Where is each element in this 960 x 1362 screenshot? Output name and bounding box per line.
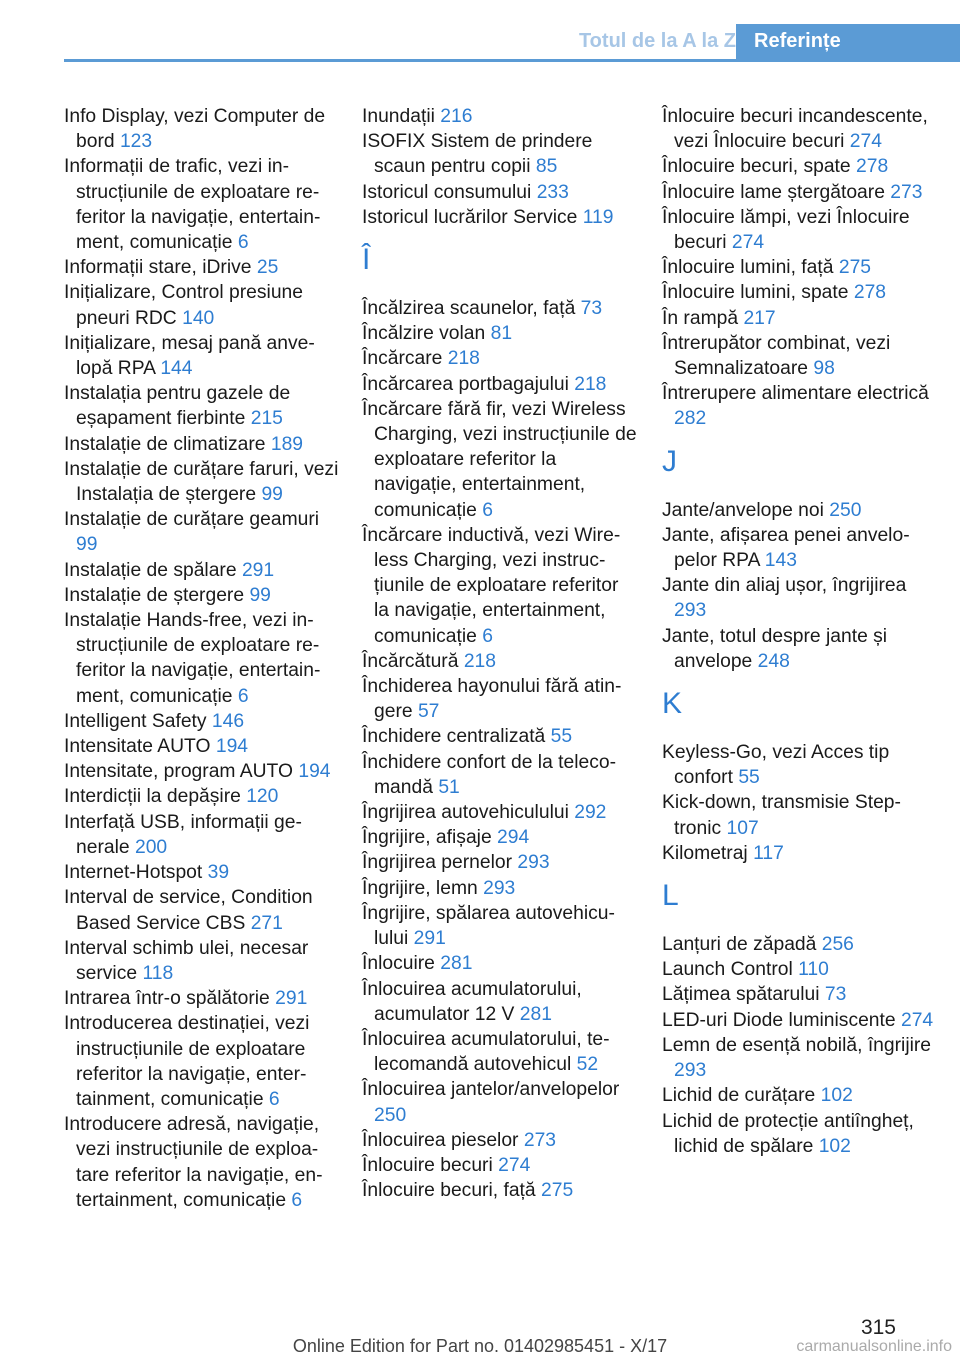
page-reference-link[interactable]: 73 bbox=[580, 298, 603, 320]
index-entry bbox=[362, 180, 637, 205]
page-reference-link[interactable]: 6 bbox=[237, 685, 249, 707]
index-entry bbox=[362, 1128, 637, 1153]
page-reference-link[interactable]: 281 bbox=[440, 953, 473, 975]
index-entry-text: Lanțuri de zăpadă bbox=[662, 934, 817, 956]
page-reference-link[interactable]: 189 bbox=[270, 433, 304, 455]
page-reference-link[interactable]: 273 bbox=[523, 1129, 557, 1151]
index-entry-text: Închidere centralizată bbox=[362, 726, 546, 748]
index-entry bbox=[362, 397, 637, 523]
page-reference-link[interactable]: 194 bbox=[215, 736, 249, 758]
page-reference-link[interactable]: 140 bbox=[182, 307, 215, 329]
page-reference-link[interactable]: 119 bbox=[582, 206, 614, 228]
index-entry-text: Lățimea spătarului bbox=[662, 984, 820, 1006]
page-reference-link[interactable]: 146 bbox=[211, 710, 245, 732]
page-reference-link[interactable]: 274 bbox=[498, 1154, 531, 1176]
index-entry-text: Înlocuirea pieselor bbox=[362, 1129, 519, 1151]
index-entry-text: Informații de trafic, vezi instrucțiunile de exploatare referitor la navigație, entertainment, comunicație bbox=[64, 156, 321, 254]
index-entry bbox=[362, 205, 637, 230]
page-header bbox=[0, 24, 960, 62]
index-entry bbox=[662, 573, 937, 623]
page-reference-link[interactable]: 73 bbox=[824, 984, 847, 1006]
index-entry bbox=[662, 1008, 937, 1033]
index-entry-text: Înlocuire becuri, față bbox=[362, 1180, 536, 1202]
page-reference-link[interactable]: 291 bbox=[275, 988, 308, 1010]
page-reference-link[interactable]: 102 bbox=[818, 1135, 851, 1157]
index-entry bbox=[64, 104, 339, 154]
index-entry-text: Intelligent Safety bbox=[64, 710, 207, 732]
page-reference-link[interactable]: 120 bbox=[246, 786, 279, 808]
index-entry bbox=[362, 129, 637, 179]
page-reference-link[interactable]: 217 bbox=[743, 307, 776, 329]
index-entry bbox=[64, 507, 339, 557]
page-reference-link[interactable]: 294 bbox=[497, 827, 530, 849]
page-reference-link[interactable]: 292 bbox=[574, 802, 607, 824]
page-reference-link[interactable]: 55 bbox=[550, 726, 573, 748]
page-reference-link[interactable]: 282 bbox=[674, 408, 707, 430]
chapter-tab: Referințe bbox=[736, 24, 960, 62]
index-entry bbox=[662, 331, 937, 381]
index-entry-text: Introducere adresă, navigație, vezi instrucțiunile de exploatare referitor la navigație, entertainment, comunicație bbox=[64, 1114, 323, 1211]
page-reference-link[interactable]: 98 bbox=[813, 358, 835, 380]
index-entry bbox=[64, 255, 339, 280]
index-entry bbox=[64, 734, 339, 759]
index-entry bbox=[662, 957, 937, 982]
index-entry bbox=[662, 790, 937, 840]
index-entry bbox=[64, 331, 339, 381]
index-entry-text: Kick-down, transmisie Steptronic bbox=[662, 792, 901, 839]
index-entry-text: Încălzire volan bbox=[362, 323, 486, 345]
page-reference-link[interactable]: 293 bbox=[483, 877, 516, 899]
index-entry bbox=[662, 306, 937, 331]
index-entry bbox=[662, 498, 937, 523]
index-entry bbox=[64, 381, 339, 431]
index-entry-text: Încărcare fără fir, vezi Wireless Charging, vezi instrucțiunile de exploatare referitor la navigație, entertainment, comunicație bbox=[362, 398, 637, 521]
watermark: carmanualsonline.info bbox=[796, 1338, 952, 1355]
index-entry bbox=[64, 860, 339, 885]
index-entry bbox=[362, 901, 637, 951]
index-entry-text: Interdicții la depășire bbox=[64, 786, 241, 808]
index-letter-heading: L bbox=[662, 879, 679, 913]
page-reference-link[interactable]: 85 bbox=[535, 156, 558, 178]
index-entry bbox=[362, 523, 637, 649]
page-reference-link[interactable]: 278 bbox=[856, 156, 889, 178]
index-entry bbox=[662, 624, 937, 674]
index-entry bbox=[362, 104, 637, 129]
index-entry-text: Internet-Hotspot bbox=[64, 862, 203, 884]
index-entry bbox=[64, 986, 339, 1011]
page-reference-link[interactable]: 215 bbox=[250, 408, 283, 430]
index-entry-text: Instalație de curățare geamuri bbox=[64, 509, 320, 531]
index-entry-text: Lichid de curățare bbox=[662, 1085, 816, 1107]
index-entry-text: Instalația pentru gazele de eșapament fierbinte bbox=[64, 383, 291, 430]
index-entry-text: Interval de service, Condition Based Service CBS bbox=[64, 887, 313, 934]
page-reference-link[interactable]: 218 bbox=[574, 373, 607, 395]
index-entry-text: Jante, afișarea penei anvelopelor RPA bbox=[662, 524, 910, 572]
index-entry bbox=[662, 1109, 937, 1159]
index-entry bbox=[662, 104, 937, 154]
page-reference-link[interactable]: 194 bbox=[298, 761, 331, 783]
index-column-1 bbox=[64, 104, 339, 1213]
index-entry-text: Înlocuire becuri, spate bbox=[662, 156, 851, 178]
index-entry bbox=[362, 800, 637, 825]
index-entry bbox=[64, 457, 339, 507]
index-entry bbox=[362, 825, 637, 850]
index-entry-text: Inundații bbox=[362, 106, 435, 127]
page-reference-link[interactable]: 200 bbox=[134, 836, 168, 858]
page-reference-link[interactable]: 117 bbox=[753, 842, 784, 864]
page-reference-link[interactable]: 144 bbox=[160, 358, 193, 380]
page-reference-link[interactable]: 293 bbox=[517, 852, 550, 874]
index-entry bbox=[662, 154, 937, 179]
page-reference-link[interactable]: 216 bbox=[440, 106, 473, 127]
page-reference-link[interactable]: 52 bbox=[576, 1054, 599, 1076]
index-entry bbox=[362, 876, 637, 901]
index-entry-text: Înlocuire becuri incandescente, vezi Înlocuire becuri bbox=[662, 106, 928, 153]
index-entry-text: Istoricul lucrărilor Service bbox=[362, 206, 578, 228]
index-entry-text: Informații stare, iDrive bbox=[64, 257, 252, 279]
index-entry bbox=[362, 1153, 637, 1178]
footer-edition: Online Edition for Part no. 01402985451 - X/17 bbox=[292, 1336, 668, 1356]
index-entry bbox=[362, 1027, 637, 1077]
page-reference-link[interactable]: 218 bbox=[463, 650, 496, 672]
page-reference-link[interactable]: 274 bbox=[731, 232, 765, 254]
page-reference-link[interactable]: 99 bbox=[76, 534, 98, 556]
index-entry-text: Interval schimb ulei, necesar service bbox=[64, 937, 309, 984]
index-entry bbox=[362, 951, 637, 976]
page-reference-link[interactable]: 233 bbox=[536, 181, 569, 203]
index-entry-text: Îngrijire, spălarea autovehiculului bbox=[362, 902, 615, 950]
page-reference-link[interactable]: 6 bbox=[482, 625, 493, 647]
index-entry bbox=[64, 280, 339, 330]
index-entry bbox=[662, 280, 937, 305]
index-entry-text: Înlocuire lămpi, vezi Înlocuire becuri bbox=[662, 206, 910, 254]
index-entry-text: Îngrijirea pernelor bbox=[362, 852, 513, 874]
index-entry-text: Înlocuire bbox=[362, 953, 435, 975]
page-reference-link[interactable]: 293 bbox=[674, 1060, 707, 1082]
page-reference-link[interactable]: 81 bbox=[490, 323, 513, 345]
page-reference-link[interactable]: 293 bbox=[674, 600, 707, 622]
index-entry bbox=[662, 1083, 937, 1108]
index-entry-text: Întrerupere alimentare electrică bbox=[662, 383, 929, 405]
index-entry bbox=[64, 154, 339, 255]
index-entry-text: Îngrijirea autovehiculului bbox=[362, 802, 569, 824]
page-reference-link[interactable]: 291 bbox=[241, 559, 275, 581]
index-entry bbox=[362, 850, 637, 875]
page-reference-link[interactable]: 110 bbox=[798, 959, 829, 981]
index-entry bbox=[662, 381, 937, 431]
index-entry-text: Lemn de esență nobilă, îngrijire bbox=[662, 1034, 932, 1056]
index-entry bbox=[362, 321, 637, 346]
page-reference-link[interactable]: 250 bbox=[374, 1104, 407, 1126]
index-entry-text: Încărcătură bbox=[362, 650, 459, 672]
index-entry bbox=[362, 977, 637, 1027]
page-reference-link[interactable]: 118 bbox=[142, 962, 174, 984]
index-entry-text: Înlocuire lumini, față bbox=[662, 257, 834, 279]
index-letter-heading: K bbox=[662, 687, 683, 721]
page-reference-link[interactable]: 248 bbox=[757, 650, 790, 672]
index-entry bbox=[662, 1033, 937, 1083]
page-reference-link[interactable]: 143 bbox=[764, 550, 797, 572]
page-reference-link[interactable]: 123 bbox=[119, 131, 153, 153]
index-entry bbox=[662, 205, 937, 255]
index-entry-text: Launch Control bbox=[662, 959, 793, 981]
index-entry bbox=[64, 936, 339, 986]
index-entry-text: Kilometraj bbox=[662, 842, 748, 864]
index-entry-text: LED-uri Diode luminiscente bbox=[662, 1009, 896, 1031]
index-entry bbox=[64, 759, 339, 784]
index-entry bbox=[662, 740, 937, 790]
page-reference-link[interactable]: 99 bbox=[249, 584, 271, 606]
index-entry-text: Înlocuire lumini, spate bbox=[662, 282, 849, 304]
index-entry bbox=[64, 583, 339, 608]
index-entry bbox=[64, 885, 339, 935]
section-title: Totul de la A la Z bbox=[578, 30, 736, 52]
index-entry-text: Înlocuire becuri bbox=[362, 1154, 493, 1176]
index-entry bbox=[662, 523, 937, 573]
page-reference-link[interactable]: 275 bbox=[838, 257, 872, 279]
page-reference-link[interactable]: 273 bbox=[890, 181, 923, 203]
index-entry-text: Întrerupător combinat, vezi Semnalizatoare bbox=[662, 332, 891, 380]
index-entry-text: Instalație de spălare bbox=[64, 559, 237, 581]
index-entry-text: În rampă bbox=[662, 307, 739, 329]
index-entry bbox=[662, 932, 937, 957]
index-entry-text: Încărcarea portbagajului bbox=[362, 373, 569, 395]
index-column-3 bbox=[662, 104, 937, 1159]
index-entry-text: Interfață USB, informații generale bbox=[64, 811, 302, 858]
index-entry-text: Îngrijire, afișaje bbox=[362, 827, 492, 849]
index-letter-heading: Î bbox=[362, 243, 371, 277]
index-entry bbox=[662, 255, 937, 280]
index-entry-text: Înlocuire lame ștergătoare bbox=[662, 181, 885, 203]
page-reference-link[interactable]: 6 bbox=[268, 1088, 280, 1110]
index-entry-text: Istoricul consumului bbox=[362, 181, 532, 203]
index-entry bbox=[64, 1011, 339, 1112]
index-entry-text: Inițializare, mesaj pană anvelopă RPA bbox=[64, 332, 315, 380]
index-entry-text: Introducerea destinației, vezi instrucțiunile de exploatare referitor la navigație, entertainment, comunicație bbox=[64, 1013, 310, 1110]
index-entry-text: Închiderea hayonului fără atingere bbox=[362, 676, 622, 723]
index-entry bbox=[64, 1112, 339, 1213]
page-reference-link[interactable]: 107 bbox=[726, 817, 759, 839]
index-entry-text: Intensitate AUTO bbox=[64, 736, 211, 758]
page-reference-link[interactable]: 102 bbox=[820, 1085, 853, 1107]
index-entry-text: Înlocuirea acumulatorului, telecomandă autovehicul bbox=[362, 1028, 610, 1076]
page-reference-link[interactable]: 281 bbox=[519, 1003, 552, 1025]
index-entry-text: ISOFIX Sistem de prindere scaun pentru copii bbox=[362, 131, 593, 178]
page-reference-link[interactable]: 256 bbox=[821, 934, 854, 956]
page-reference-link[interactable]: 278 bbox=[853, 282, 887, 304]
index-entry-text: Încălzirea scaunelor, față bbox=[362, 298, 576, 320]
page-reference-link[interactable]: 57 bbox=[417, 701, 440, 723]
index-entry bbox=[662, 982, 937, 1007]
index-entry-text: Info Display, vezi Computer de bord bbox=[64, 106, 326, 153]
page-reference-link[interactable]: 275 bbox=[541, 1180, 574, 1202]
index-entry-text: Încărcare bbox=[362, 348, 443, 370]
index-entry bbox=[662, 841, 937, 866]
index-entry bbox=[362, 296, 637, 321]
index-entry bbox=[362, 1178, 637, 1203]
page-reference-link[interactable]: 39 bbox=[207, 862, 230, 884]
index-entry-text: Jante, totul despre jante și anvelope bbox=[662, 625, 888, 672]
index-entry bbox=[64, 558, 339, 583]
index-entry-text: Închidere confort de la telecomandă bbox=[362, 751, 617, 798]
page-reference-link[interactable]: 271 bbox=[250, 912, 283, 934]
page-reference-link[interactable]: 25 bbox=[256, 257, 279, 279]
page-number: 315 bbox=[860, 1316, 896, 1339]
index-entry bbox=[362, 1077, 637, 1127]
page-reference-link[interactable]: 250 bbox=[829, 499, 862, 521]
page-reference-link[interactable]: 291 bbox=[413, 928, 446, 950]
index-entry bbox=[64, 784, 339, 809]
header-rule bbox=[64, 59, 960, 62]
index-entry bbox=[362, 750, 637, 800]
index-entry-text: Lichid de protecție antiîngheț, lichid de spălare bbox=[662, 1110, 914, 1157]
index-entry bbox=[64, 709, 339, 734]
page-reference-link[interactable]: 6 bbox=[237, 232, 249, 254]
index-entry-text: Inițializare, Control presiune pneuri RDC bbox=[64, 282, 303, 329]
index-entry-text: Înlocuirea jantelor/anvelopelor bbox=[362, 1079, 620, 1101]
index-entry-text: Îngrijire, lemn bbox=[362, 877, 478, 899]
page-reference-link[interactable]: 51 bbox=[438, 776, 460, 798]
index-entry-text: Instalație de climatizare bbox=[64, 433, 266, 455]
page-reference-link[interactable]: 218 bbox=[447, 348, 480, 370]
page-reference-link[interactable]: 6 bbox=[482, 499, 493, 521]
index-entry bbox=[362, 346, 637, 371]
index-entry bbox=[662, 180, 937, 205]
index-entry-text: Intensitate, program AUTO bbox=[64, 761, 293, 783]
page-reference-link[interactable]: 274 bbox=[900, 1009, 934, 1031]
page-reference-link[interactable]: 55 bbox=[738, 767, 760, 789]
index-entry-text: Keyless-Go, vezi Acces tip confort bbox=[662, 742, 890, 789]
index-entry-text: Jante/anvelope noi bbox=[662, 499, 824, 521]
index-entry-text: Jante din aliaj ușor, îngrijirea bbox=[662, 575, 907, 597]
index-entry-text: Instalație de curățare faruri, vezi Instalația de ștergere bbox=[64, 458, 339, 506]
index-entry bbox=[362, 372, 637, 397]
index-entry bbox=[362, 649, 637, 674]
page-reference-link[interactable]: 99 bbox=[261, 484, 283, 506]
index-entry bbox=[64, 432, 339, 457]
index-entry-text: Intrarea într-o spălătorie bbox=[64, 988, 270, 1010]
page-reference-link[interactable]: 6 bbox=[291, 1189, 303, 1211]
index-entry-text: Instalație de ștergere bbox=[64, 584, 245, 606]
index-entry-text: Instalație Hands-free, vezi instrucțiunile de exploatare referitor la navigație, entertainment, comunicație bbox=[64, 610, 321, 707]
index-entry-text: Încărcare inductivă, vezi Wireless Charging, vezi instrucțiunile de exploatare referitor la navigație, entertainment, comunicație bbox=[362, 524, 621, 647]
index-entry bbox=[64, 810, 339, 860]
index-column-2 bbox=[362, 104, 637, 1203]
index-entry bbox=[362, 674, 637, 724]
page-reference-link[interactable]: 274 bbox=[849, 131, 882, 153]
index-letter-heading: J bbox=[662, 444, 677, 478]
index-entry bbox=[64, 608, 339, 709]
index-entry bbox=[362, 724, 637, 749]
index-entry-text: Înlocuirea acumulatorului, acumulator 12 V bbox=[362, 978, 582, 1025]
